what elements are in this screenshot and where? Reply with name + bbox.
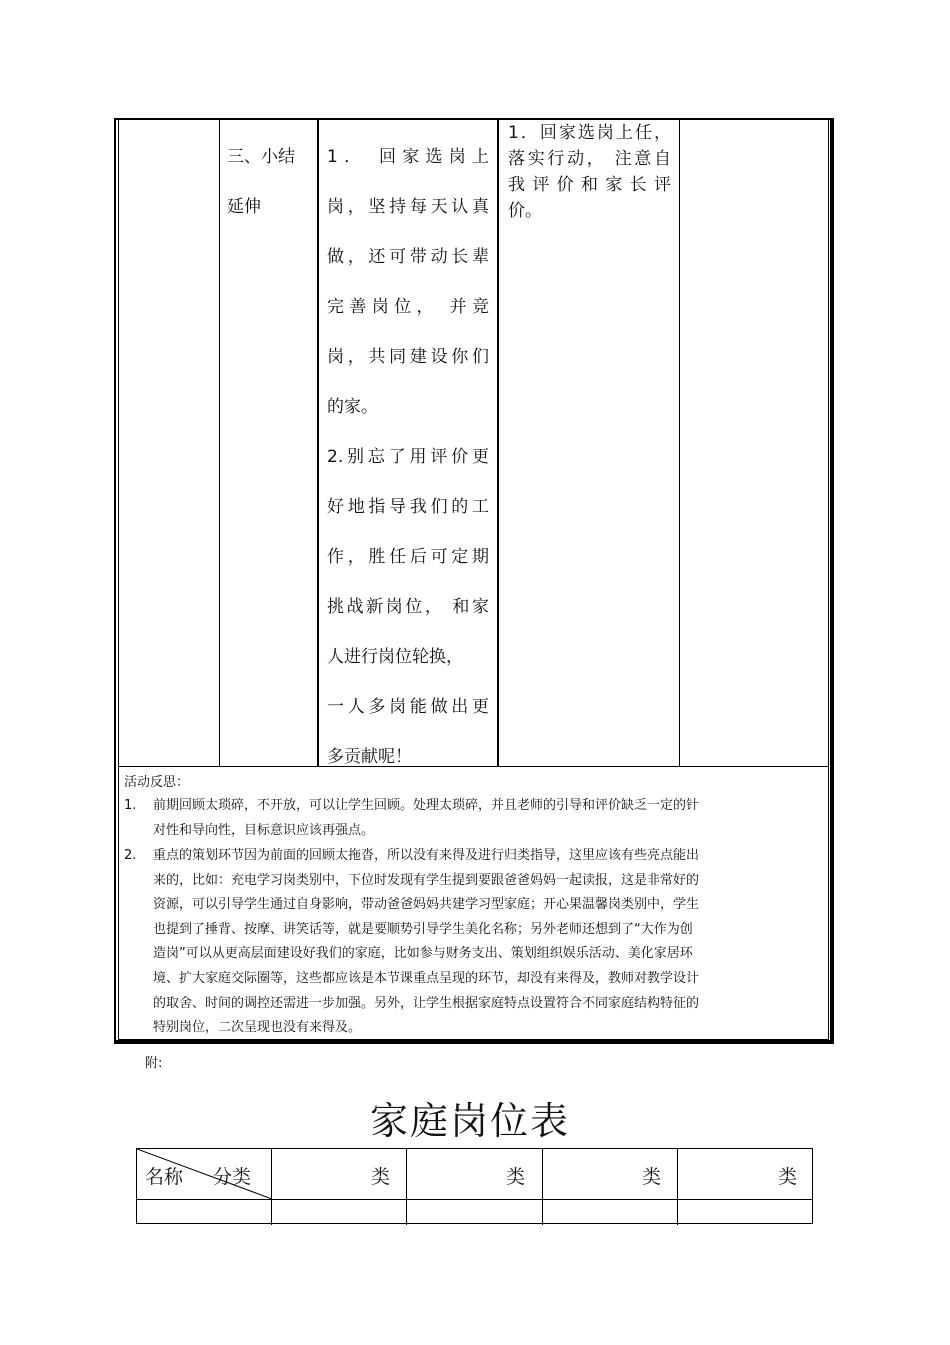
stage-title-line: 延伸 bbox=[227, 197, 261, 217]
category-header: 类 bbox=[506, 1166, 526, 1188]
reflection-line: 的取舍、时间的调控还需进一步加强。另外，让学生根据家庭特点设置符合不同家庭结构特征的 bbox=[153, 995, 700, 1011]
post-table-column-divider bbox=[271, 1149, 272, 1225]
stage-title bbox=[227, 132, 307, 232]
student-activity-line: 我评价和家长评 bbox=[508, 175, 671, 195]
teacher-activity-line: 一人多岗能做出更 bbox=[327, 697, 489, 717]
teacher-activity-line: 人进行岗位轮换， bbox=[327, 647, 463, 667]
post-table-column-divider bbox=[542, 1149, 543, 1225]
student-activity-line: 价。 bbox=[508, 201, 542, 221]
teacher-activity-line: 岗，坚持每天认真 bbox=[327, 197, 489, 217]
category-header: 类 bbox=[642, 1166, 662, 1188]
student-activity-line: 落实行动， 注意自 bbox=[508, 149, 671, 169]
teacher-activity-line: 2.别忘了用评价更 bbox=[327, 447, 489, 467]
post-table-column-divider bbox=[406, 1149, 407, 1225]
reflection-line: 来的，比如：充电学习岗类别中，下位时发现有学生提到要跟爸爸妈妈一起读报，这是非常好的 bbox=[153, 872, 700, 888]
appendix-label: 附: bbox=[145, 1056, 163, 1071]
reflection-line: 特别岗位，二次呈现也没有来得及。 bbox=[153, 1020, 362, 1036]
teacher-activity-line: 1． 回家选岗上 bbox=[327, 147, 489, 167]
corner-header-category: 分类 bbox=[213, 1166, 252, 1188]
reflection-line: 也提到了捶背、按摩、讲笑话等，就是要顺势引导学生美化名称；另外老师还想到了“大作为创 bbox=[153, 921, 693, 937]
student-activity-line: 1．回家选岗上任， bbox=[508, 123, 671, 143]
post-table bbox=[136, 1148, 813, 1224]
table-column-divider bbox=[219, 118, 220, 766]
category-header: 类 bbox=[371, 1166, 391, 1188]
reflection-item-number: 1. bbox=[124, 798, 137, 813]
reflection-line: 对性和导向性，目标意识应该再强点。 bbox=[153, 822, 375, 838]
reflection-line: 重点的策划环节因为前面的回顾太拖沓，所以没有来得及进行归类指导，这里应该有些亮点能出 bbox=[153, 848, 700, 863]
teacher-activity-line: 的家。 bbox=[327, 397, 378, 417]
category-header: 类 bbox=[778, 1166, 798, 1188]
reflection-line: 境、扩大家庭交际圈等，这些都应该是本节课重点呈现的环节，却没有来得及，教师对教学设计 bbox=[153, 970, 700, 986]
teacher-activity-line: 完善岗位， 并竞 bbox=[327, 297, 489, 317]
student-activity-cell bbox=[508, 120, 671, 224]
post-table-row-divider bbox=[137, 1199, 812, 1200]
teacher-activity-line: 做，还可带动长辈 bbox=[327, 247, 489, 267]
page-title: 家庭岗位表 bbox=[369, 1099, 570, 1143]
reflection-item-number: 2. bbox=[124, 848, 137, 863]
stage-title-line: 三、小结 bbox=[227, 147, 295, 167]
teacher-activity-line: 好地指导我们的工 bbox=[327, 497, 489, 517]
reflection-line: 前期回顾太琐碎，不开放，可以让学生回顾。处理太琐碎，并且老师的引导和评价缺乏一定的针 bbox=[153, 798, 700, 813]
reflection-line: 造岗”可以从更高层面建设好我们的家庭，比如参与财务支出、策划组织娱乐活动、美化家居环 bbox=[153, 946, 693, 962]
teacher-activity-line: 作，胜任后可定期 bbox=[327, 547, 489, 567]
reflection-line: 资源，可以引导学生通过自身影响，带动爸爸妈妈共建学习型家庭；开心果温馨岗类别中，学生 bbox=[153, 897, 700, 913]
table-column-divider bbox=[497, 118, 499, 766]
teacher-activity-cell bbox=[327, 132, 489, 782]
teacher-activity-line: 多贡献呢！ bbox=[327, 747, 412, 767]
table-column-divider bbox=[679, 118, 680, 766]
teacher-activity-line: 挑战新岗位， 和家 bbox=[327, 597, 489, 617]
table-column-divider bbox=[317, 118, 319, 766]
post-table-column-divider bbox=[677, 1149, 678, 1225]
reflection-title: 活动反思： bbox=[124, 775, 190, 790]
teacher-activity-line: 岗，共同建设你们 bbox=[327, 347, 489, 367]
corner-header-name: 名称 bbox=[145, 1166, 184, 1188]
